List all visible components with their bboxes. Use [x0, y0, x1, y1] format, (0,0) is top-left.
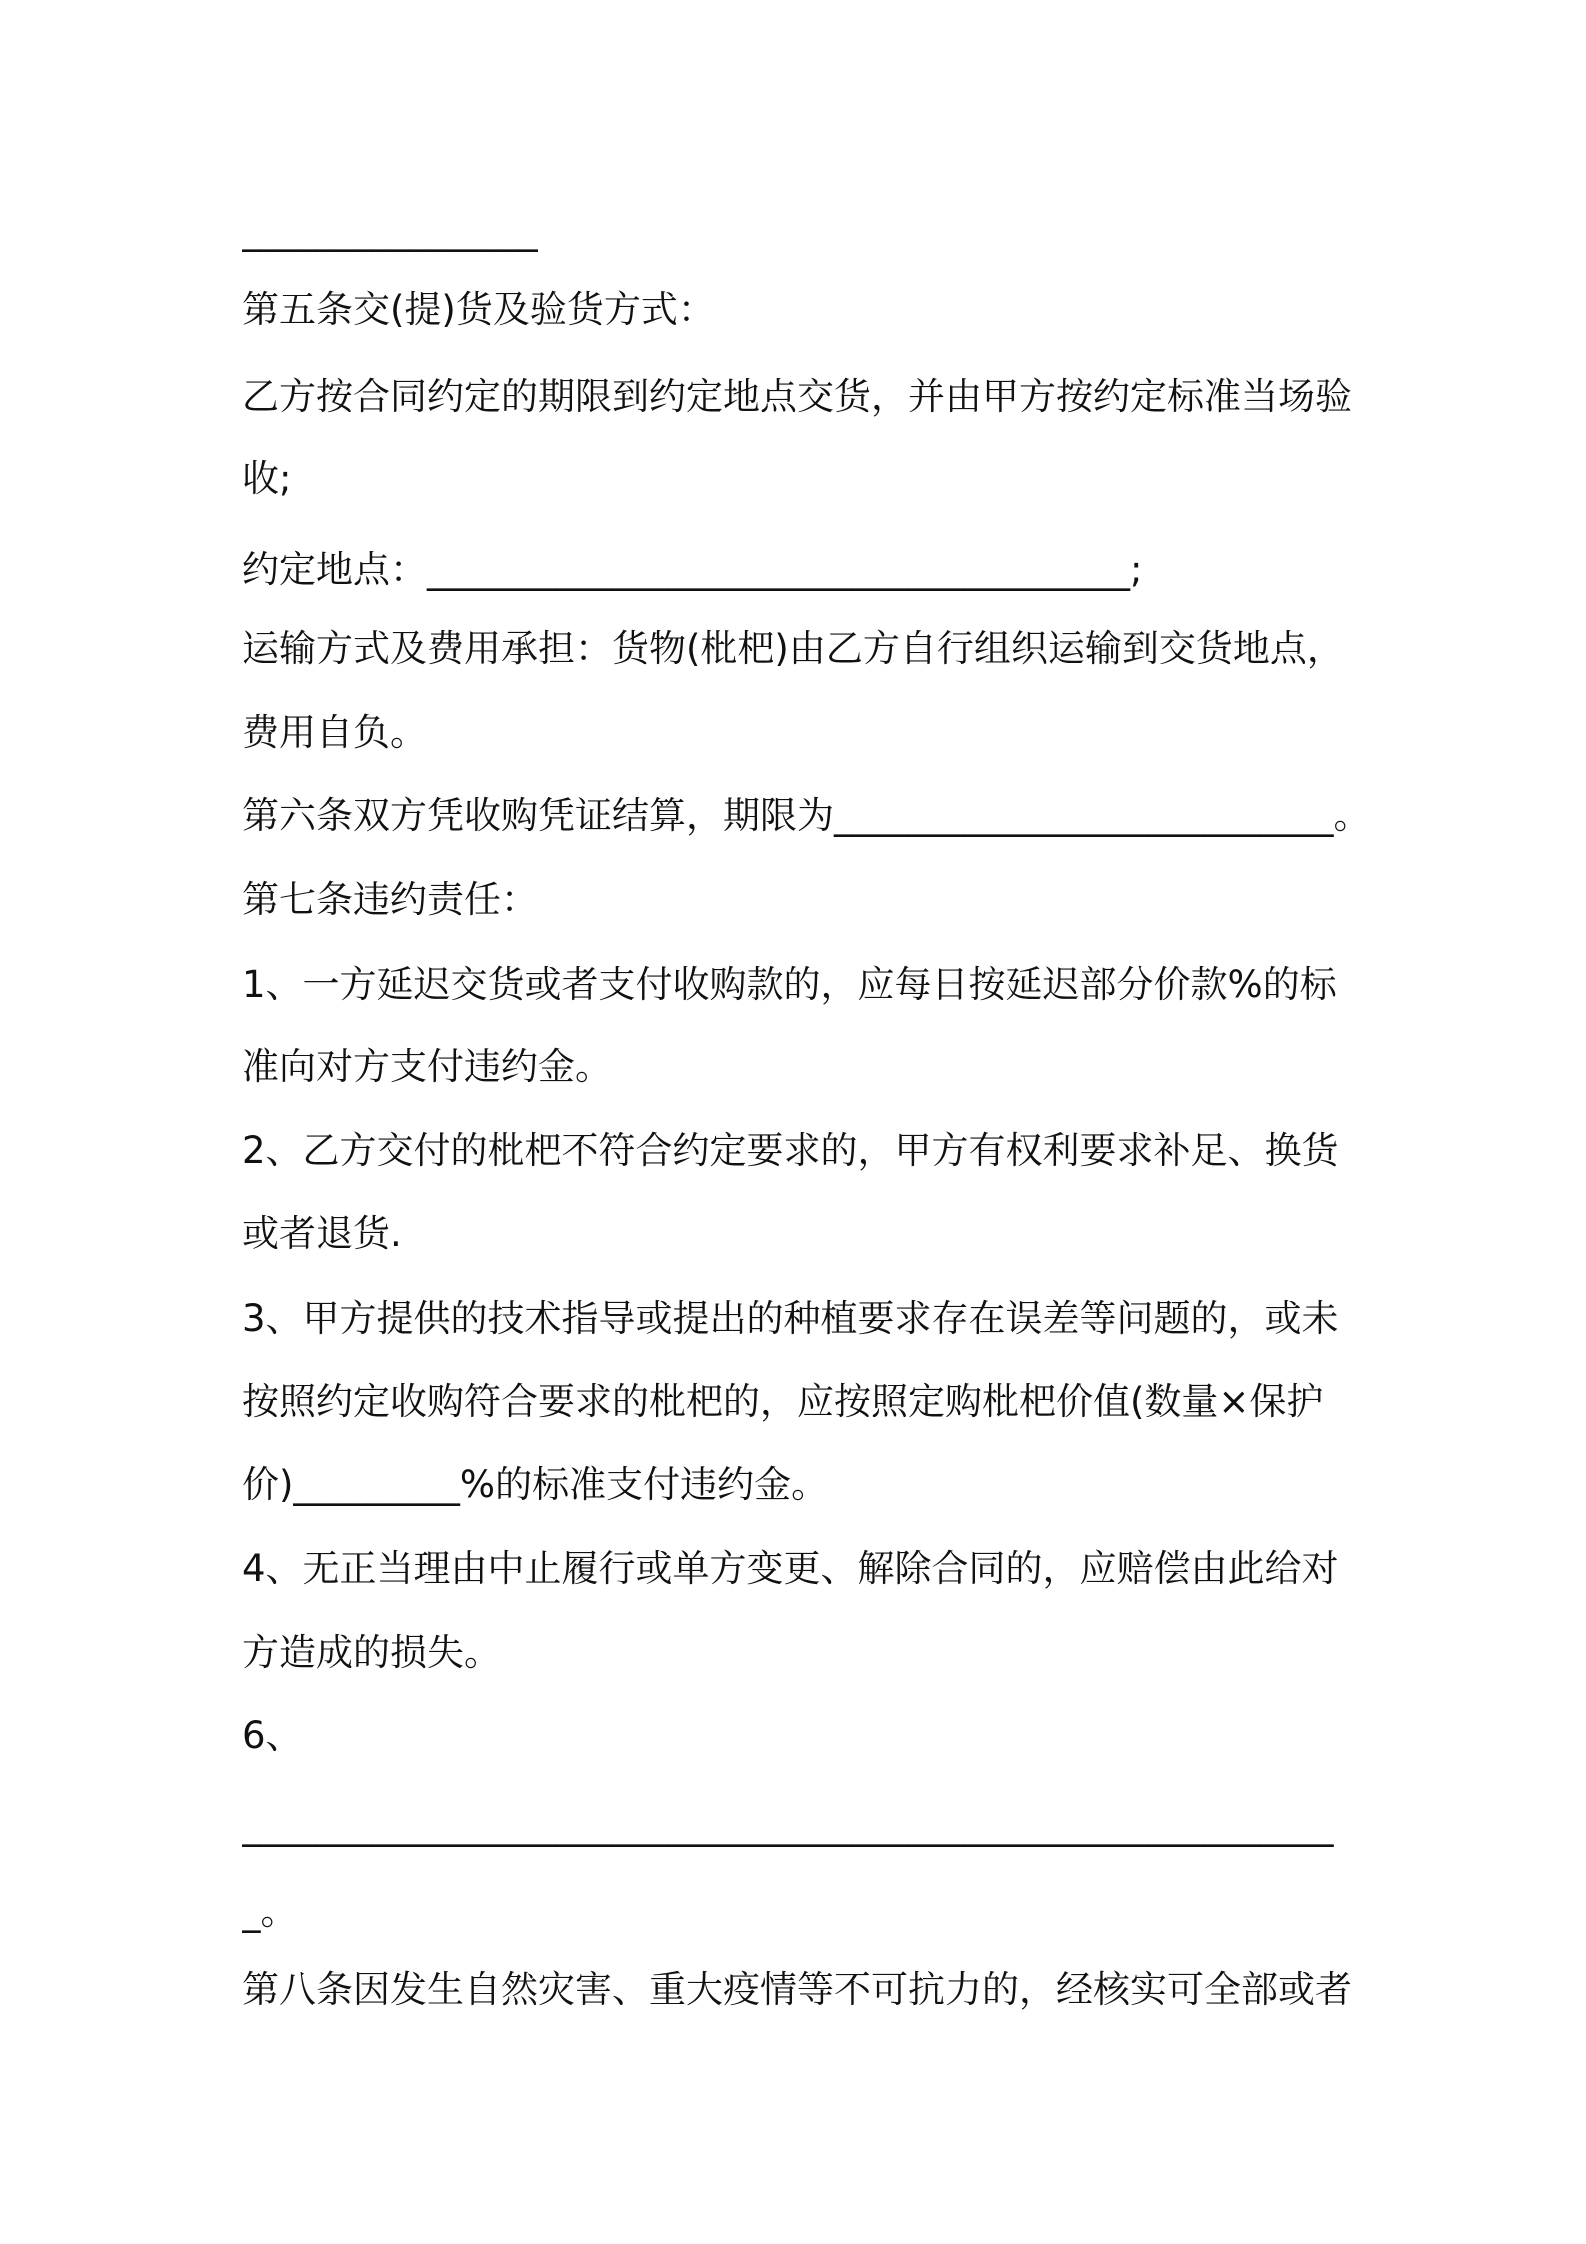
liability-item-6-blank-end: _。 [242, 1890, 298, 1933]
liability-item-3-line-1: 3、甲方提供的技术指导或提出的种植要求存在误差等问题的，或未 [242, 1297, 1339, 1340]
article-8-force-majeure: 第八条因发生自然灾害、重大疫情等不可抗力的，经核实可全部或者 [242, 1968, 1352, 2011]
liability-item-4-line-2: 方造成的损失。 [242, 1631, 501, 1674]
liability-item-6-number: 6、 [242, 1714, 303, 1757]
liability-item-2-line-2: 或者退货. [242, 1212, 402, 1255]
liability-item-3-line-2: 按照约定收购符合要求的枇杷的，应按照定购枇杷价值(数量×保护 [242, 1380, 1324, 1423]
liability-item-2-line-1: 2、乙方交付的枇杷不符合约定要求的，甲方有权利要求补足、换货 [242, 1129, 1339, 1172]
liability-item-1-line-2: 准向对方支付违约金。 [242, 1045, 612, 1088]
liability-item-1-line-1: 1、一方延迟交货或者支付收购款的，应每日按延迟部分价款%的标 [242, 963, 1337, 1006]
article-5-delivery-line-2: 收; [242, 457, 292, 500]
agreed-location-field: 约定地点：______________________________________; [242, 548, 1143, 591]
article-7-heading: 第七条违约责任： [242, 878, 538, 921]
transport-cost-line-1: 运输方式及费用承担：货物(枇杷)由乙方自行组织运输到交货地点， [242, 627, 1344, 670]
article-5-heading: 第五条交(提)货及验货方式： [242, 288, 715, 331]
transport-cost-line-2: 费用自负。 [242, 711, 427, 754]
blank-underline-top: ________________ [242, 209, 538, 252]
liability-item-3-line-3: 价)_________%的标准支付违约金。 [242, 1463, 829, 1506]
liability-item-6-blank: ___________________________________________________________ [242, 1804, 1334, 1847]
liability-item-4-line-1: 4、无正当理由中止履行或单方变更、解除合同的，应赔偿由此给对 [242, 1547, 1339, 1590]
article-6-settlement: 第六条双方凭收购凭证结算，期限为___________________________。 [242, 794, 1371, 837]
article-5-delivery-line-1: 乙方按合同约定的期限到约定地点交货，并由甲方按约定标准当场验 [242, 375, 1352, 418]
